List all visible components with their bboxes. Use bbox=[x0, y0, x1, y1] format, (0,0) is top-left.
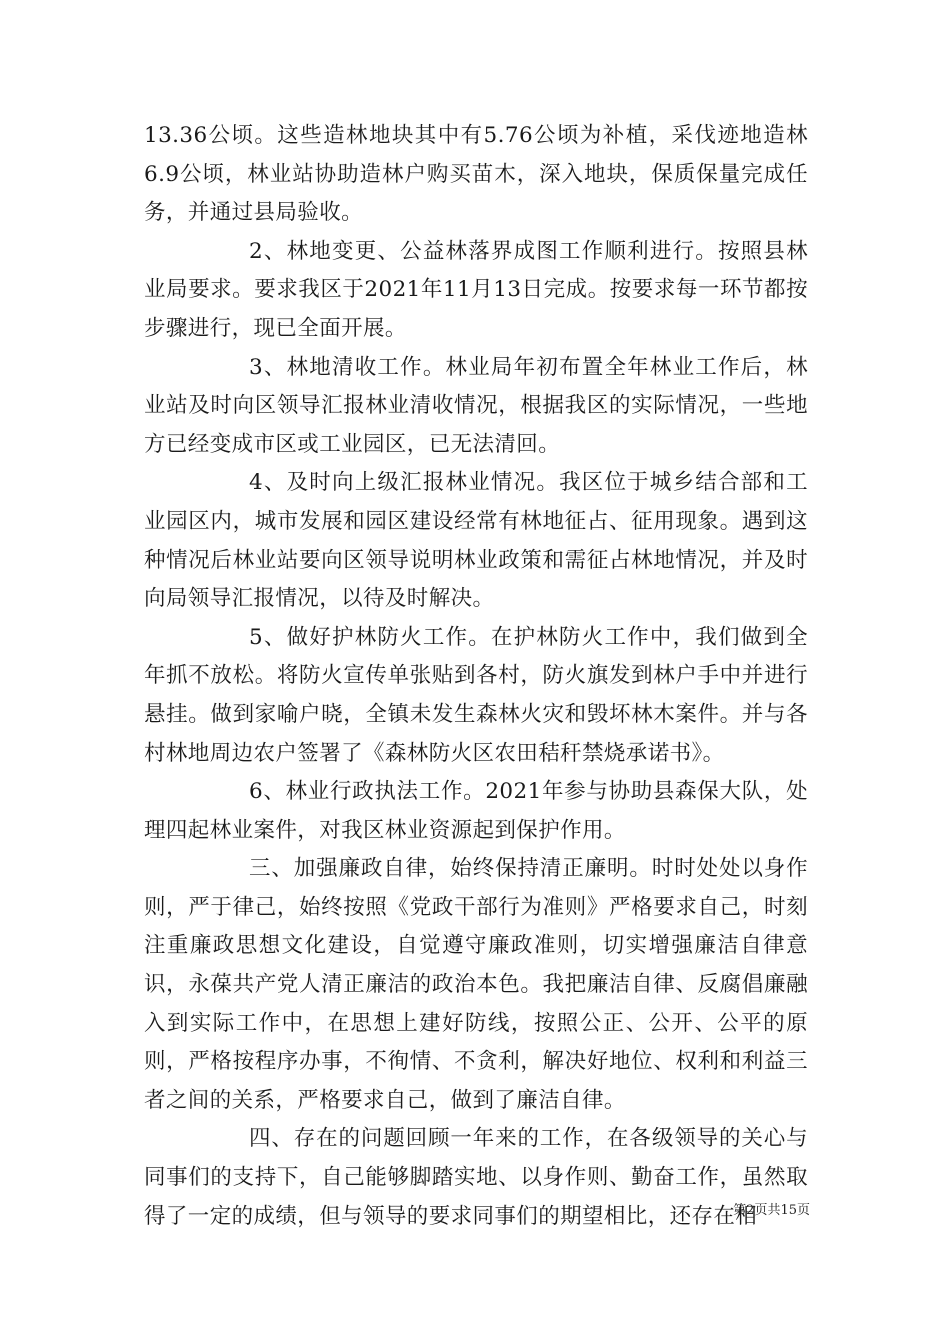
page-number-footer: 第2页共15页 bbox=[733, 1203, 810, 1218]
paragraph-item-5: 5、做好护林防火工作。在护林防火工作中，我们做到全年抓不放松。将防火宣传单张贴到各村，防火旗发到林户手中并进行悬挂。做到家喻户晓，全镇未发生森林火灾和毁坏林木案件。并与各村林地周边农户签署了《森林防火区农田秸秆禁烧承诺书》。 bbox=[144, 624, 808, 766]
paragraph-section-4: 四、存在的问题回顾一年来的工作，在各级领导的关心与同事们的支持下，自己能够脚踏实地、以身作则、勤奋工作，虽然取得了一定的成绩，但与领导的要求同事们的期望相比，还存在相 bbox=[144, 1126, 808, 1229]
document-body bbox=[144, 117, 808, 1236]
paragraph-item-4: 4、及时向上级汇报林业情况。我区位于城乡结合部和工业园区内，城市发展和园区建设经常有林地征占、征用现象。遇到这种情况后林业站要向区领导说明林业政策和需征占林地情况，并及时向局领导汇报情况，以待及时解决。 bbox=[144, 470, 808, 612]
paragraph-item-2: 2、林地变更、公益林落界成图工作顺利进行。按照县林业局要求。要求我区于2021年11月13日完成。按要求每一环节都按步骤进行，现已全面开展。 bbox=[144, 238, 808, 341]
paragraph-item-6: 6、林业行政执法工作。2021年参与协助县森保大队，处理四起林业案件，对我区林业资源起到保护作用。 bbox=[144, 779, 808, 843]
paragraph-continued: 13.36公顷。这些造林地块其中有5.76公顷为补植，采伐迹地造林6.9公顷，林业站协助造林户购买苗木，深入地块，保质保量完成任务，并通过县局验收。 bbox=[144, 123, 808, 226]
paragraph-section-3: 三、加强廉政自律，始终保持清正廉明。时时处处以身作则，严于律己，始终按照《党政干部行为准则》严格要求自己，时刻注重廉政思想文化建设，自觉遵守廉政准则，切实增强廉洁自律意识，永葆共产党人清正廉洁的政治本色。我把廉洁自律、反腐倡廉融入到实际工作中，在思想上建好防线，按照公正、公开、公平的原则，严格按程序办事，不徇情、不贪利，解决好地位、权利和利益三者之间的关系，严格要求自己，做到了廉洁自律。 bbox=[144, 856, 808, 1113]
paragraph-item-3: 3、林地清收工作。林业局年初布置全年林业工作后，林业站及时向区领导汇报林业清收情况，根据我区的实际情况，一些地方已经变成市区或工业园区，已无法清回。 bbox=[144, 354, 808, 457]
